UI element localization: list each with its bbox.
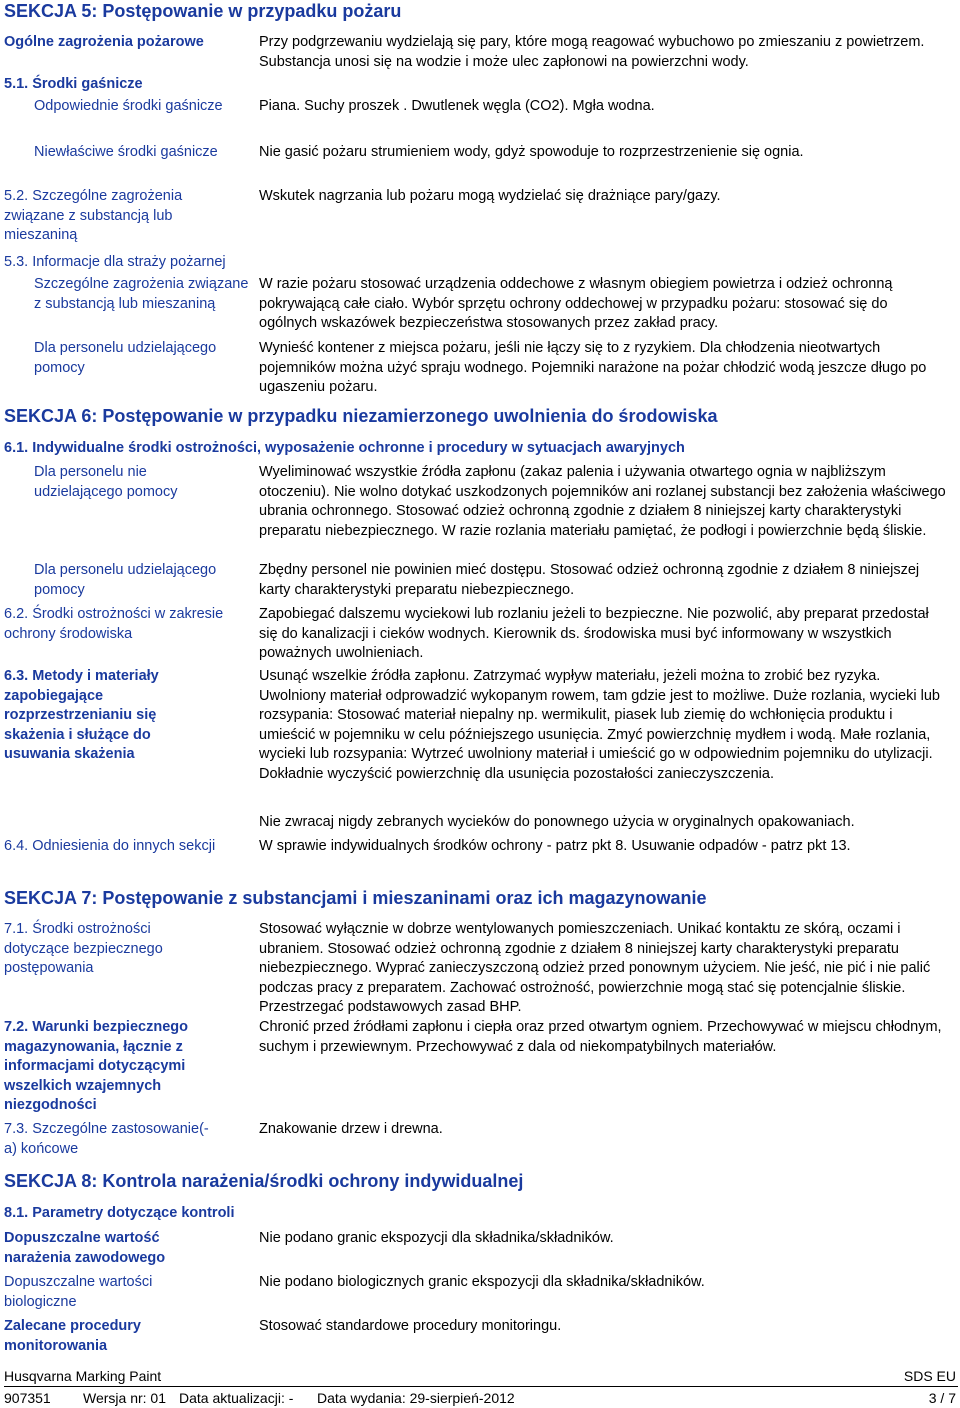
footer-divider — [4, 1386, 958, 1387]
footer-version: Wersja nr: 01 — [83, 1390, 166, 1406]
section-5-2-text: Wskutek nagrzania lub pożaru mogą wydzielać się drażniące pary/gazy. — [259, 188, 721, 204]
section-5-title: SEKCJA 5: Postępowanie w przypadku pożaru — [4, 1, 402, 21]
section-6-3-text: Usunąć wszelkie źródła zapłonu. Zatrzymać wypływ materiału, jeżeli można to zrobić bez ryzyka. Uwolniony materiał odprowadzić wykopanym rowem, tam gdzie jest to możliwe. Duże rozlania, wycieki lub rozsypania: Stosować materiał niepalny np. wermikulit, piasek lub ziemię do wchłonięcia produktu i umieścić w pojemniku w celu późniejszego usunięcia. Zmyć powierzchnię mydłem i wodą. Małe rozlania, wycieki lub rozsypania: Wytrzeć uwolniony materiał i umieścić go w odpowiednim pojemniku do utylizacji. Dokładnie wyczyścić powierzchnię dla usunięcia pozostałości zanieczyszczenia. — [259, 668, 940, 782]
section-7-2-text: Chronić przed źródłami zapłonu i ciepła oraz przed otwartym ogniem. Przechowywać w miejscu chłodnym, suchym i przewiewnym. Przechowywać z dala od niekompatybilnych materiałów. — [259, 1019, 942, 1055]
section-6-2-label: 6.2. Środki ostrożności w zakresie ochrony środowiska — [4, 606, 224, 642]
section-7-1-label: 7.1. Środki ostrożności dotyczące bezpiecznego postępowania — [4, 921, 163, 976]
footer-page-number: 3 / 7 — [928, 1390, 956, 1406]
section-5-2-label: 5.2. Szczególne zagrożenia związane z substancją lub mieszaniną — [4, 188, 183, 243]
section-7-title: SEKCJA 7: Postępowanie z substancjami i mieszaninami oraz ich magazynowanie — [4, 888, 707, 908]
suitable-media-text: Piana. Suchy proszek . Dwutlenek węgla (CO2). Mgła wodna. — [259, 98, 655, 114]
section-6-title: SEKCJA 6: Postępowanie w przypadku niezamierzonego uwolnienia do środowiska — [4, 406, 718, 426]
section-6-4-text: W sprawie indywidualnych środków ochrony - patrz pkt 8. Usuwanie odpadów - patrz pkt 13. — [259, 838, 851, 854]
section-6-2-text: Zapobiegać dalszemu wyciekowi lub rozlaniu jeżeli to bezpieczne. Nie pozwolić, aby preparat przedostał się do kanalizacji i cieków wodnych. Kierownik ds. środowiska musi być informowany w wszystkich poważnych uwolnieniach. — [259, 606, 929, 661]
general-fire-hazards-text: Przy podgrzewaniu wydzielają się pary, które mogą reagować wybuchowo po zmieszaniu z powietrzem. Substancja unosi się na wodzie i może ulec zapłonowi na powierzchni wody. — [259, 34, 925, 70]
footer-product-name: Husqvarna Marking Paint — [4, 1368, 162, 1384]
section-5-1-label: 5.1. Środki gaśnicze — [4, 76, 143, 92]
section-8-1-label: 8.1. Parametry dotyczące kontroli — [4, 1205, 235, 1221]
biological-limits-label: Dopuszczalne wartości biologiczne — [4, 1274, 153, 1310]
emergency-responders-text: Zbędny personel nie powinien mieć dostępu. Stosować odzież ochronną zgodnie z działem 8 niniejszej karty charakterystyki preparatu niebezpiecznego. — [259, 562, 920, 598]
section-7-3-label: 7.3. Szczególne zastosowanie(-a) końcowe — [4, 1121, 209, 1157]
section-7-2-label: 7.2. Warunki bezpiecznego magazynowania, łącznie z informacjami dotyczącymi wszelkich wzajemnych niezgodności — [4, 1019, 188, 1113]
footer-doc-type: SDS EU — [903, 1368, 956, 1384]
section-7-3-text: Znakowanie drzew i drewna. — [259, 1121, 443, 1137]
firefighters-text: Wynieść kontener z miejsca pożaru, jeśli nie łączy się to z ryzykiem. Dla chłodzenia nieotwartych pojemników można użyć spraju wodnego. Pojemniki narażone na pożar chłodzić wodą jeszcze długo po ugaszeniu pożaru. — [259, 340, 927, 395]
footer-issue-date: Data wydania: 29-sierpień-2012 — [317, 1390, 515, 1406]
unsuitable-media-text: Nie gasić pożaru strumieniem wody, gdyż spowoduje to rozprzestrzenienie się ognia. — [259, 144, 804, 160]
biological-limits-text: Nie podano biologicznych granic ekspozycji dla składnika/składników. — [259, 1274, 705, 1290]
non-emergency-label: Dla personelu nie udzielającego pomocy — [34, 464, 178, 500]
section-6-1-label: 6.1. Indywidualne środki ostrożności, wyposażenie ochronne i procedury w sytuacjach awaryjnych — [4, 440, 685, 456]
section-7-1-text: Stosować wyłącznie w dobrze wentylowanych pomieszczeniach. Unikać kontaktu ze skórą, oczami i ubraniem. Stosować odzież ochronną zgodnie z działem 8 niniejszej karty charakterystyki preparatu niebezpiecznego. Wyprać zanieczyszczoną odzież przed ponownym użyciem. Nie jeść, nie pić i nie palić podczas pracy z preparatem. Zachować ostrożność, powierzchnie mogą stać się potencjalnie śliskie. Przestrzegać podstawowych zasad BHP. — [259, 921, 931, 1015]
special-hazards-label: Szczególne zagrożenia związane z substancją lub mieszaniną — [34, 276, 249, 312]
emergency-responders-label: Dla personelu udzielającego pomocy — [34, 562, 217, 598]
oel-text: Nie podano granic ekspozycji dla składnika/składników. — [259, 1230, 614, 1246]
section-8-title: SEKCJA 8: Kontrola narażenia/środki ochrony indywidualnej — [4, 1171, 524, 1191]
section-5-3-label: 5.3. Informacje dla straży pożarnej — [4, 254, 226, 270]
non-emergency-text: Wyeliminować wszystkie źródła zapłonu (zakaz palenia i używania otwartego ognia w najbliższym otoczeniu). Nie wolno dotykać uszkodzonych pojemników ani rozlanej substancji bez założenia właściwego ubrania ochronnego. Stosować odzież ochronną zgodnie z działem 8 niniejszej karty charakterystyki preparatu niebezpiecznego. W razie rozlania materiału pamiętać, że podłogi i powierzchnie będą śliskie. — [259, 464, 946, 539]
unsuitable-media-label: Niewłaściwe środki gaśnicze — [34, 144, 218, 160]
section-6-4-label: 6.4. Odniesienia do innych sekcji — [4, 838, 216, 854]
section-6-3-text-2: Nie zwracaj nigdy zebranych wycieków do ponownego użycia w oryginalnych opakowaniach. — [259, 814, 855, 830]
monitoring-label: Zalecane procedury monitorowania — [4, 1318, 141, 1354]
footer-product-code: 907351 — [4, 1390, 51, 1406]
special-hazards-text: W razie pożaru stosować urządzenia oddechowe z własnym obiegiem powietrza i odzież ochronną pokrywającą całe ciało. Wybór sprzętu ochrony oddechowej w przypadku pożaru: stosować się do ogólnych wskazówek bezpieczeństwa stosowanych przez zakład pracy. — [259, 276, 893, 331]
oel-label: Dopuszczalne wartość narażenia zawodowego — [4, 1230, 166, 1266]
monitoring-text: Stosować standardowe procedury monitoringu. — [259, 1318, 562, 1334]
section-6-3-label: 6.3. Metody i materiały zapobiegające rozprzestrzenianiu się skażenia i służące do usuwania skażenia — [4, 668, 159, 762]
general-fire-hazards-label: Ogólne zagrożenia pożarowe — [4, 34, 204, 50]
suitable-media-label: Odpowiednie środki gaśnicze — [34, 98, 223, 114]
footer-revision-date: Data aktualizacji: - — [179, 1390, 294, 1406]
firefighters-label: Dla personelu udzielającego pomocy — [34, 340, 217, 376]
